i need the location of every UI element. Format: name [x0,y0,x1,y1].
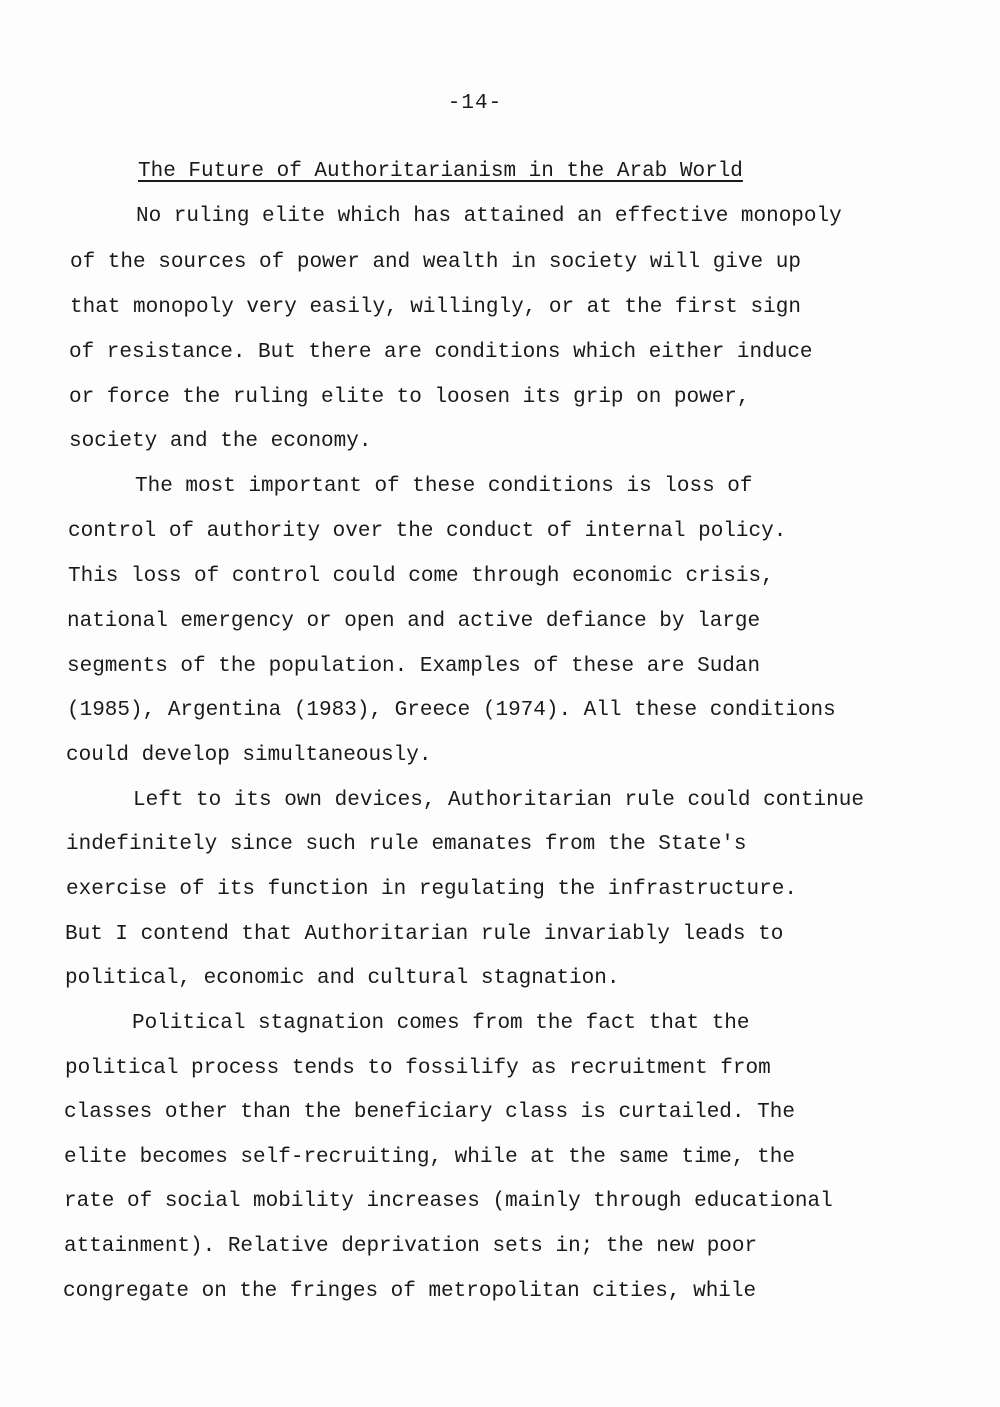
text-line: Left to its own devices, Authoritarian rule could continue [133,789,864,812]
text-line: elite becomes self-recruiting, while at the same time, the [64,1146,795,1169]
text-line: congregate on the fringes of metropolitan cities, while [63,1280,757,1303]
text-line: indefinitely since such rule emanates from the State's [66,833,747,856]
text-line: control of authority over the conduct of internal policy. [68,520,787,543]
text-line: that monopoly very easily, willingly, or at the first sign [70,296,801,319]
text-line: (1985), Argentina (1983), Greece (1974). All these conditions [67,699,836,722]
text-line: could develop simultaneously. [66,744,432,767]
text-line: attainment). Relative deprivation sets in; the new poor [64,1235,758,1258]
text-line: Political stagnation comes from the fact that the [132,1012,750,1035]
text-line: or force the ruling elite to loosen its grip on power, [69,386,750,409]
text-line: of resistance. But there are conditions which either induce [69,341,813,364]
text-line: No ruling elite which has attained an effective monopoly [136,205,842,228]
page-number: -14- [447,92,503,115]
text-line: exercise of its function in regulating the infrastructure. [66,878,797,901]
text-line: political, economic and cultural stagnation. [65,967,620,990]
text-line: rate of social mobility increases (mainly through educational [64,1190,833,1213]
text-line: political process tends to fossilify as recruitment from [65,1057,771,1080]
text-line: classes other than the beneficiary class is curtailed. The [64,1101,795,1124]
section-heading: The Future of Authoritarianism in the Arab World [138,160,743,183]
text-line: of the sources of power and wealth in society will give up [70,251,801,274]
text-line: society and the economy. [69,430,372,453]
text-line: national emergency or open and active defiance by large [67,610,761,633]
text-line: This loss of control could come through economic crisis, [68,565,774,588]
text-line: The most important of these conditions is loss of [135,475,753,498]
text-line: But I contend that Authoritarian rule invariably leads to [65,923,784,946]
text-line: segments of the population. Examples of these are Sudan [67,655,761,678]
